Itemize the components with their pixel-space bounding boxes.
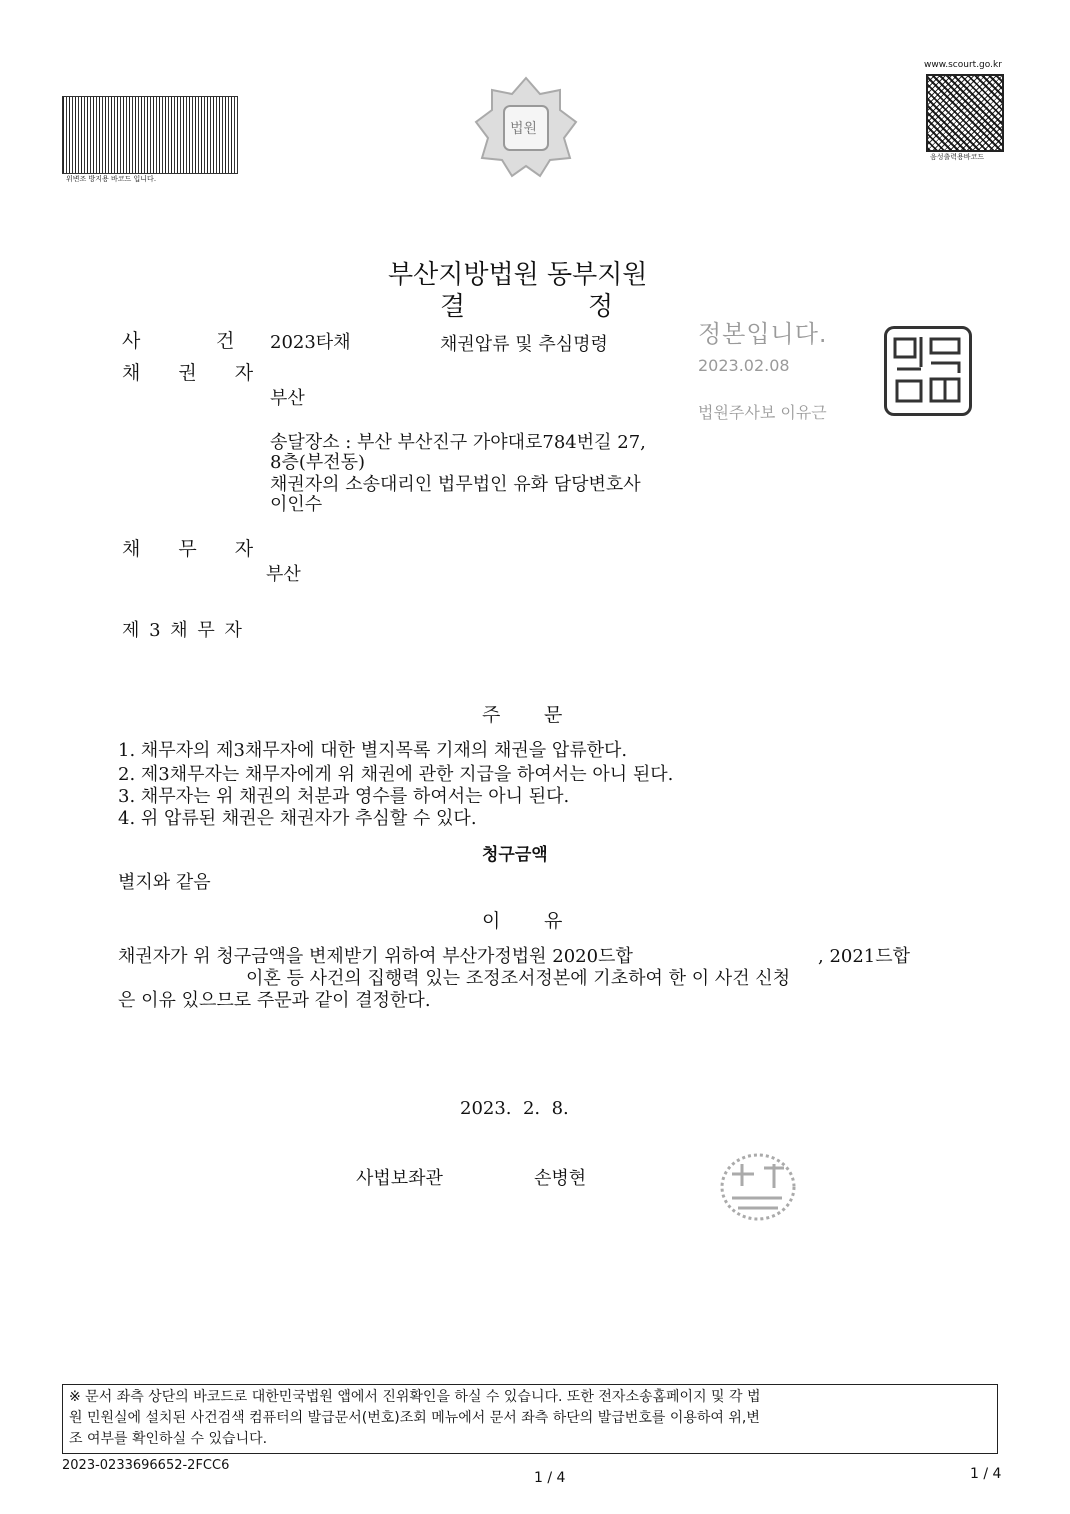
page-number-right: 1 / 4 [970,1466,1002,1482]
reason-heading-1: 이 [482,910,501,932]
reason-line2: 이혼 등 사건의 집행력 있는 조정조서정본에 기초하여 한 이 사건 신청 [246,968,791,989]
order-item: 4. 위 압류된 채권은 채권자가 추심할 수 있다. [118,808,477,829]
order-item: 2. 제3채무자는 채무자에게 위 채권에 관한 지급을 하여서는 아니 된다. [118,764,674,785]
claim-text: 별지와 같음 [118,872,211,893]
creditor-agent-line2: 이인수 [270,494,323,515]
order-item: 3. 채무자는 위 채권의 처분과 영수를 하여서는 아니 된다. [118,786,570,807]
judge-title: 사법보좌관 [356,1168,443,1189]
case-number: 2023타채 [270,332,351,353]
reason-heading-2: 유 [544,910,563,932]
notice-line: ※ 문서 좌측 상단의 바코드로 대한민국법원 앱에서 진위확인을 하실 수 있습니다. 또한 전자소송홈페이지 및 각 법 [69,1389,761,1405]
judge-name: 손병현 [534,1168,587,1189]
debtor-name: 부산 [266,564,301,585]
order-heading-2: 문 [544,704,563,726]
audio-barcode-caption: 음성출력용바코드 [930,153,985,161]
creditor-label: 채 권 자 [122,362,270,384]
certified-copy-stamp: 정본입니다. [698,320,828,348]
verification-notice [62,1384,998,1454]
notice-line: 원 민원실에 설치된 사건검색 컴퓨터의 발급문서(번호)조회 메뉴에서 문서 좌측 하단의 발급번호를 이용하여 위,변 [69,1410,760,1426]
reason-line1b: , 2021드합 [818,946,911,967]
reason-line3: 은 이유 있으므로 주문과 같이 결정한다. [118,990,431,1011]
decision-date: 2023. 2. 8. [460,1098,569,1119]
court-name: 부산지방법원 동부지원 [388,260,648,290]
anti-forgery-caption: 위변조 방지용 바코드 입니다. [66,175,157,183]
doc-title-left: 결 [440,292,466,322]
notice-line: 조 여부를 확인하실 수 있습니다. [69,1431,268,1447]
order-heading-1: 주 [482,704,501,726]
judge-seal-icon [718,1150,798,1224]
claim-heading: 청구금액 [482,845,548,865]
certification-clerk: 법원주사보 이유근 [698,403,827,422]
emblem-text: 법원 [510,121,538,137]
court-seal-icon [884,326,972,416]
creditor-service-line2: 8층(부전동) [270,452,366,473]
site-url: www.scourt.go.kr [924,60,1002,70]
creditor-agent-line1: 채권자의 소송대리인 법무법인 유화 담당변호사 [270,474,641,495]
issue-number: 2023-0233696652-2FCC6 [62,1458,230,1473]
anti-forgery-barcode [62,96,238,174]
reason-line1a: 채권자가 위 청구금액을 변제받기 위하여 부산가정법원 2020드합 [118,946,633,967]
doc-title-right: 정 [588,292,614,322]
creditor-name: 부산 [270,388,305,409]
court-emblem-icon [470,72,582,184]
debtor-label: 채 무 자 [122,538,270,560]
case-name: 채권압류 및 추심명령 [440,334,608,355]
audio-qr-code [926,74,1004,152]
order-item: 1. 채무자의 제3채무자에 대한 별지목록 기재의 채권을 압류한다. [118,740,628,761]
case-label-2: 건 [216,330,235,352]
page-number-center: 1 / 4 [534,1470,566,1486]
third-debtor-label: 제 3 채 무 자 [122,620,244,641]
case-label-1: 사 [122,330,141,352]
certification-date: 2023.02.08 [698,356,790,375]
creditor-service-line1: 송달장소 : 부산 부산진구 가야대로784번길 27, [270,432,646,453]
